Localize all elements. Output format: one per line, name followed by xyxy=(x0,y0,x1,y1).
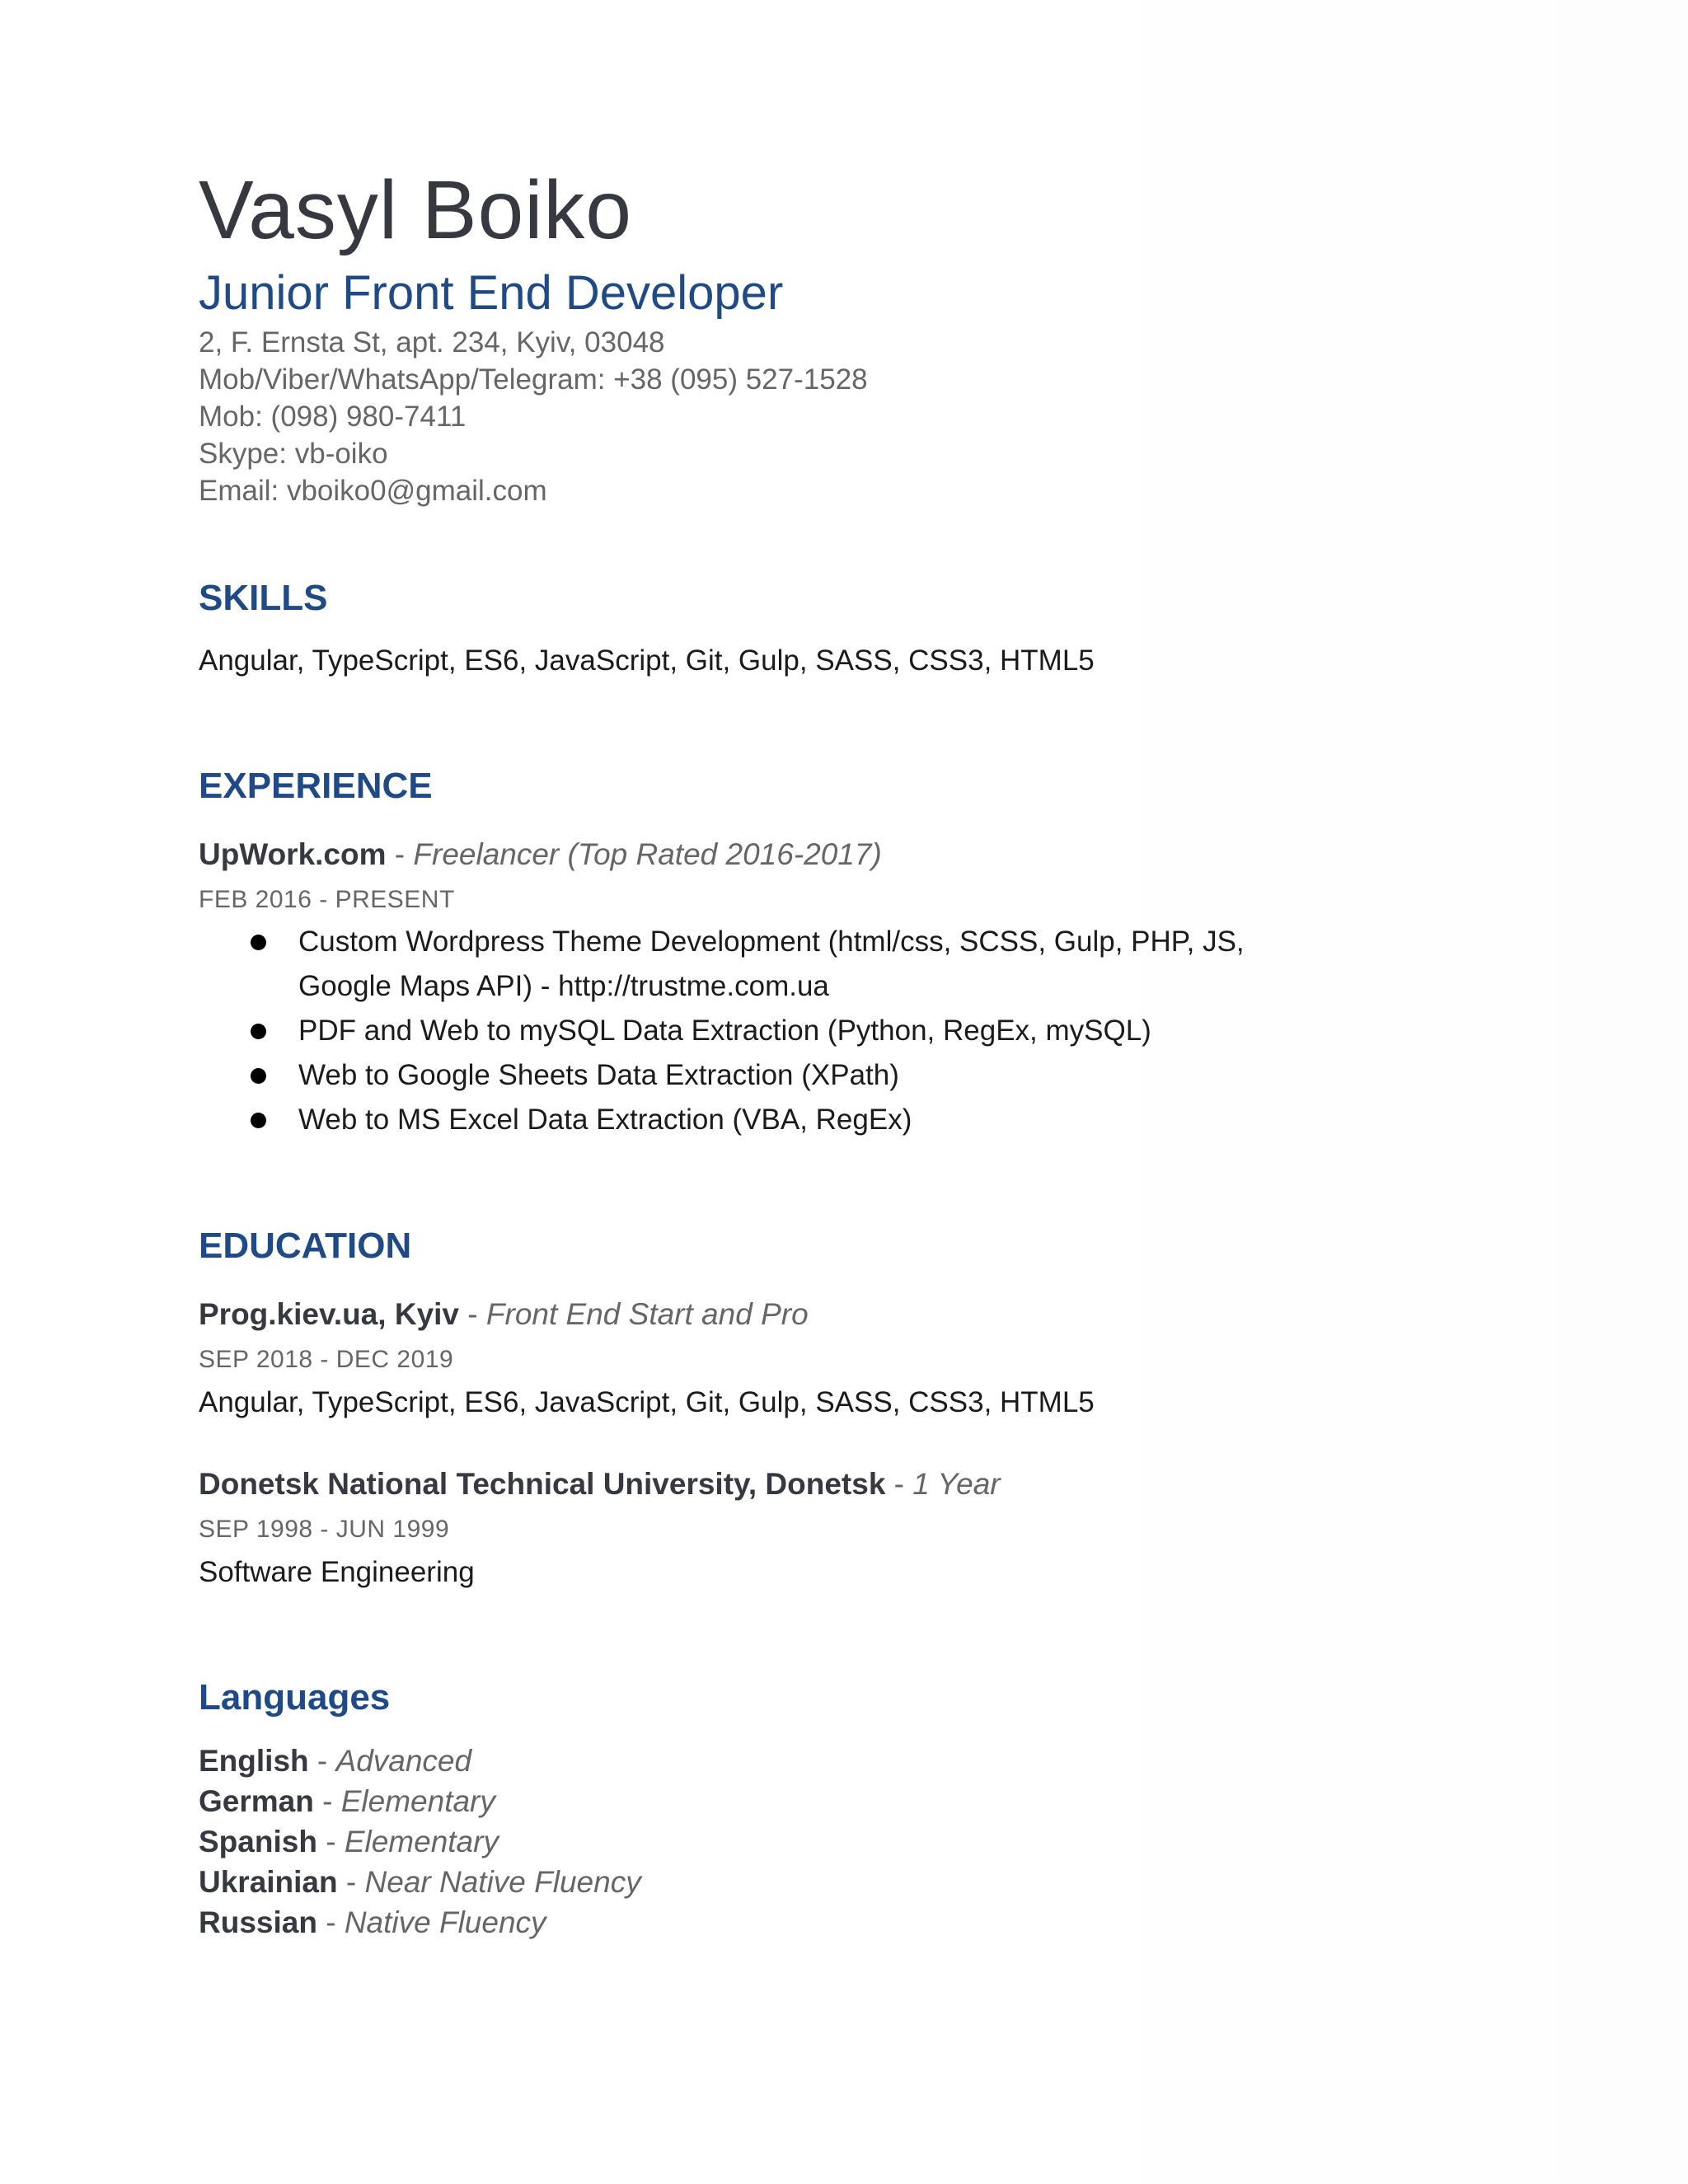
language-separator: - xyxy=(337,1865,365,1899)
education-school: Donetsk National Technical University, Donetsk xyxy=(199,1467,886,1501)
experience-heading: EXPERIENCE xyxy=(199,766,433,806)
education-description: Software Engineering xyxy=(199,1556,475,1588)
bullet-dot-icon xyxy=(251,1024,266,1039)
language-separator: - xyxy=(316,1825,345,1858)
education-entry xyxy=(199,1464,1517,1592)
contact-mobile: Mob: (098) 980-7411 xyxy=(199,401,467,433)
language-name: English xyxy=(199,1744,309,1778)
education-separator: - xyxy=(459,1297,486,1331)
resume-content xyxy=(199,161,1517,1943)
skills-section xyxy=(199,575,1517,681)
experience-bullet xyxy=(199,1098,1254,1142)
languages-section xyxy=(199,1675,1517,1943)
language-name: Russian xyxy=(199,1905,317,1939)
job-title: Junior Front End Developer xyxy=(199,266,784,320)
language-level: Near Native Fluency xyxy=(364,1865,641,1899)
contact-skype: Skype: vb-oiko xyxy=(199,438,388,470)
language-separator: - xyxy=(316,1905,345,1939)
education-section xyxy=(199,1223,1517,1592)
bullet-dot-icon xyxy=(251,935,266,950)
experience-bullet-list xyxy=(199,920,1517,1142)
experience-separator: - xyxy=(386,837,414,871)
skills-text: Angular, TypeScript, ES6, JavaScript, Git, Gulp, SASS, CSS3, HTML5 xyxy=(199,644,1095,677)
bullet-dot-icon xyxy=(251,1113,266,1128)
experience-bullet-text: Web to Google Sheets Data Extraction (XPath) xyxy=(298,1059,899,1091)
language-item xyxy=(199,1902,1517,1943)
language-level: Elementary xyxy=(340,1784,495,1818)
skills-heading: SKILLS xyxy=(199,578,328,618)
language-level: Elementary xyxy=(344,1825,499,1858)
language-name: Ukrainian xyxy=(199,1865,338,1899)
education-program: Front End Start and Pro xyxy=(485,1297,809,1331)
education-dates: SEP 2018 - DEC 2019 xyxy=(199,1346,454,1373)
experience-bullet-text: Web to MS Excel Data Extraction (VBA, RegEx) xyxy=(298,1104,912,1136)
experience-bullet-text: Custom Wordpress Theme Development (html/css, SCSS, Gulp, PHP, JS, Google Maps API) - http://trustme.com.ua xyxy=(298,926,1245,1002)
contact-phone-messengers: Mob/Viber/WhatsApp/Telegram: +38 (095) 527-1528 xyxy=(199,363,868,396)
experience-entry-header xyxy=(199,834,1517,875)
education-school: Prog.kiev.ua, Kyiv xyxy=(199,1297,459,1331)
language-separator: - xyxy=(308,1744,336,1778)
education-separator: - xyxy=(885,1467,913,1501)
experience-dates: FEB 2016 - PRESENT xyxy=(199,886,455,913)
experience-org: UpWork.com xyxy=(199,837,387,871)
language-name: Spanish xyxy=(199,1825,317,1858)
contact-address: 2, F. Ernsta St, apt. 234, Kyiv, 03048 xyxy=(199,326,665,359)
education-entry xyxy=(199,1294,1517,1422)
education-description: Angular, TypeScript, ES6, JavaScript, Git, Gulp, SASS, CSS3, HTML5 xyxy=(199,1386,1095,1418)
language-name: German xyxy=(199,1784,314,1818)
experience-position: Freelancer (Top Rated 2016-2017) xyxy=(413,837,882,871)
languages-heading: Languages xyxy=(199,1677,391,1718)
experience-bullet xyxy=(199,1009,1254,1053)
experience-bullet xyxy=(199,1053,1254,1098)
contact-info xyxy=(199,324,1517,509)
experience-entry xyxy=(199,834,1517,1142)
language-item xyxy=(199,1821,1517,1862)
language-separator: - xyxy=(313,1784,341,1818)
language-level: Native Fluency xyxy=(344,1905,546,1939)
education-entry-header xyxy=(199,1294,1517,1335)
resume-header xyxy=(199,161,1517,509)
education-program: 1 Year xyxy=(912,1467,1001,1501)
experience-section xyxy=(199,763,1517,1142)
language-item xyxy=(199,1781,1517,1821)
education-heading: EDUCATION xyxy=(199,1226,412,1266)
language-level: Advanced xyxy=(335,1744,472,1778)
education-entry-header xyxy=(199,1464,1517,1505)
language-item xyxy=(199,1862,1517,1902)
language-item xyxy=(199,1741,1517,1781)
bullet-dot-icon xyxy=(251,1068,266,1084)
languages-list xyxy=(199,1741,1517,1943)
education-dates: SEP 1998 - JUN 1999 xyxy=(199,1516,450,1543)
experience-bullet-text: PDF and Web to mySQL Data Extraction (Python, RegEx, mySQL) xyxy=(298,1015,1151,1047)
candidate-name: Vasyl Boiko xyxy=(199,164,633,256)
contact-email: Email: vboiko0@gmail.com xyxy=(199,475,547,507)
experience-bullet xyxy=(199,920,1254,1009)
